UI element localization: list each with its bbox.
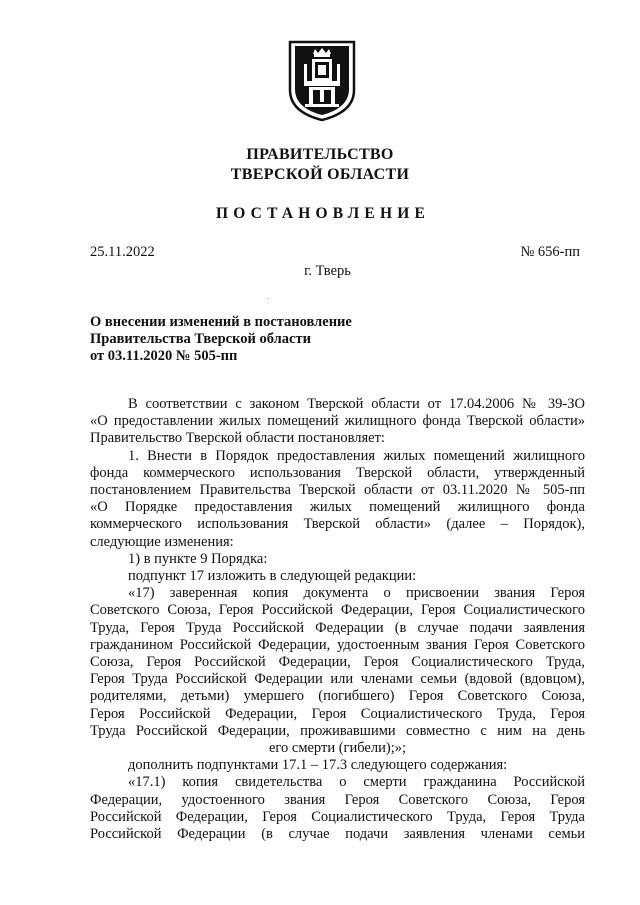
subject-line: от 03.11.2020 № 505-пп bbox=[90, 348, 238, 364]
body-line: Российской Федерации, Героя Социалистического Труда, Героя Труда bbox=[90, 808, 585, 825]
body-line: Союза, Героя Российской Федерации, Героя Социалистического Труда, bbox=[90, 654, 585, 671]
body-line: подпункт 17 изложить в следующей редакции: bbox=[128, 568, 417, 585]
body-line: Правительство Тверской области постановляет: bbox=[90, 430, 385, 447]
org-title-line1: ПРАВИТЕЛЬСТВО bbox=[246, 146, 394, 163]
body-line: гражданином Российской Федерации, удостоенным звания Героя Советского bbox=[90, 636, 585, 653]
body-line: постановлением Правительства Тверской области от 03.11.2020 № 505-пп bbox=[90, 482, 585, 499]
body-line: 1) в пункте 9 Порядка: bbox=[128, 550, 268, 567]
document-type: ПОСТАНОВЛЕНИЕ bbox=[215, 205, 431, 222]
body-line: следующие изменения: bbox=[90, 533, 234, 550]
body-line: В соответствии с законом Тверской области от 17.04.2006 № 39-ЗО bbox=[128, 396, 585, 412]
body-line: Российской Федерации (в случае подачи заявления членами семьи bbox=[90, 826, 585, 843]
body-line: «17.1) копия свидетельства о смерти гражданина Российской bbox=[128, 774, 585, 791]
org-title-line2: ТВЕРСКОЙ ОБЛАСТИ bbox=[230, 166, 410, 183]
document-number: № 656-пп bbox=[520, 244, 580, 260]
body-line: Труда, Героя Труда Российской Федерации (в случае подачи заявления bbox=[90, 619, 585, 636]
body-line: Героя Российской Федерации, Героя Социалистического Труда, Героя bbox=[90, 705, 585, 722]
body-line: 1. Внести в Порядок предоставления жилых помещений жилищного bbox=[128, 447, 585, 464]
body-line: дополнить подпунктами 17.1 – 17.3 следующего содержания: bbox=[128, 757, 508, 774]
subject-line: Правительства Тверской области bbox=[90, 331, 311, 347]
body-line: «17) заверенная копия документа о присвоении звания Героя bbox=[128, 585, 585, 602]
subject-line: О внесении изменений в постановление bbox=[90, 314, 352, 330]
document-body bbox=[90, 396, 585, 843]
body-line: «О Порядке предоставления жилых помещений жилищного фонда bbox=[90, 499, 585, 516]
body-line: Героя Труда Российской Федерации или членами семьи (вдовой (вдовцом), bbox=[90, 671, 585, 688]
tver-coat-of-arms-icon bbox=[287, 40, 357, 122]
document-subject bbox=[90, 314, 352, 365]
body-line: «О предоставлении жилых помещений жилищного фонда Тверской области» bbox=[90, 413, 585, 430]
body-line: Федерации, удостоенного звания Героя Советского Союза, Героя bbox=[90, 791, 585, 808]
scan-speck bbox=[268, 298, 269, 299]
body-line: родителями, детьми) умершего (погибшего) Героя Советского Союза, bbox=[90, 688, 585, 705]
body-line: его смерти (гибели);»; bbox=[268, 740, 406, 757]
document-date: 25.11.2022 bbox=[90, 244, 155, 260]
body-line: Труда Российской Федерации, проживавшими совместно с ним на день bbox=[90, 722, 585, 739]
body-line: коммерческого использования Тверской области» (далее – Порядок), bbox=[90, 516, 585, 533]
document-city: г. Тверь bbox=[304, 263, 351, 279]
body-line: фонда коммерческого использования Тверской области, утвержденный bbox=[90, 464, 585, 481]
body-line: Советского Союза, Героя Российской Федерации, Героя Социалистического bbox=[90, 602, 585, 619]
